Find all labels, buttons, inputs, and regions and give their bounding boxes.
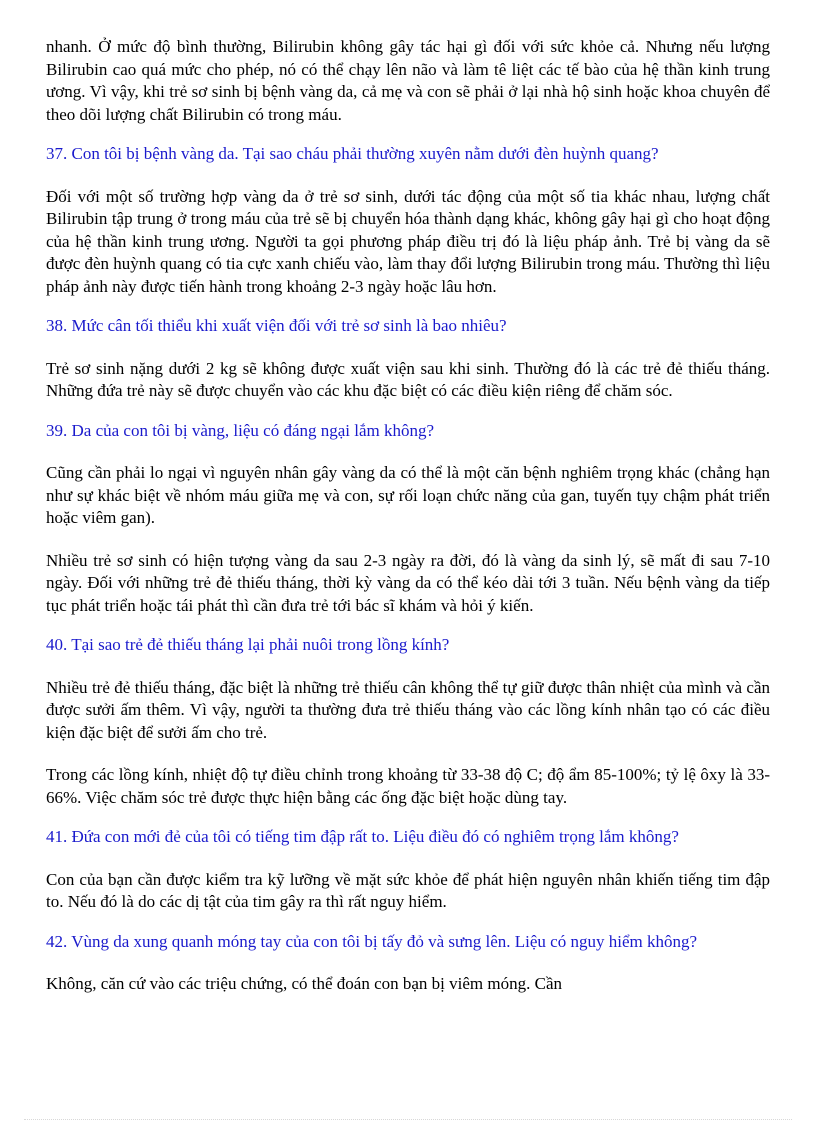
answer-39-paragraph-2: Nhiều trẻ sơ sinh có hiện tượng vàng da sau 2-3 ngày ra đời, đó là vàng da sinh lý, sẽ mất đi sau 7-10 ngày. Đối với những trẻ đẻ thiếu tháng, thời kỳ vàng da có thể kéo dài tới 3 tuần. Nếu bệnh vàng da tiếp tục phát triển hoặc tái phát thì cần đưa trẻ tới bác sĩ khám và hỏi ý kiến. [46,550,770,615]
question-39-heading: 39. Da của con tôi bị vàng, liệu có đáng ngại lắm không? [46,420,435,440]
question-41-heading: 41. Đứa con mới đẻ của tôi có tiếng tim đập rất to. Liệu điều đó có nghiêm trọng lắm không? [46,827,679,846]
answer-39-paragraph-1: Cũng cần phải lo ngại vì nguyên nhân gây vàng da có thể là một căn bệnh nghiêm trọng khác (chẳng hạn như sự khác biệt về nhóm máu giữa mẹ và con, sự rối loạn chức năng của gan, tuyến tụy chậm phát triển hoặc viêm gan). [46,463,770,527]
answer-40-paragraph-1: Nhiều trẻ đẻ thiếu tháng, đặc biệt là những trẻ thiếu cân không thể tự giữ được thân nhiệt của mình và cần được sưởi ấm thêm. Vì vậy, người ta thường đưa trẻ thiếu tháng vào các lồng kính nhân tạo có các điều kiện đặc biệt để sưởi ấm cho trẻ. [46,677,770,742]
answer-40-paragraph-2: Trong các lồng kính, nhiệt độ tự điều chỉnh trong khoảng từ 33-38 độ C; độ ẩm 85-100%; tỷ lệ ôxy là 33-66%. Việc chăm sóc trẻ được thực hiện bằng các ống đặc biệt hoặc dùng tay. [46,765,770,807]
answer-41-paragraph: Con của bạn cần được kiểm tra kỹ lưỡng về mặt sức khỏe để phát hiện nguyên nhân khiến tiếng tim đập to. Nếu đó là do các dị tật của tim gây ra thì rất nguy hiểm. [46,869,770,911]
answer-42-paragraph: Không, căn cứ vào các triệu chứng, có thể đoán con bạn bị viêm móng. Cần [46,974,562,993]
question-38-heading: 38. Mức cân tối thiểu khi xuất viện đối với trẻ sơ sinh là bao nhiêu? [46,316,507,335]
answer-37-paragraph: Đối với một số trường hợp vàng da ở trẻ sơ sinh, dưới tác động của một số tia khác nhau, lượng chất Bilirubin tập trung ở trong máu của trẻ sẽ bị chuyển hóa thành dạng khác, không gây hại gì cho hoạt động của hệ thần kinh trung ương. Người ta gọi phương pháp điều trị đó là liệu pháp ảnh. Trẻ bị vàng da sẽ được đèn huỳnh quang có tia cực xanh chiếu vào, làm thay đổi lượng Bilirubin trong máu. Thường thì liệu pháp ảnh này được tiến hành trong khoảng 2-3 ngày hoặc lâu hơn. [46,186,771,296]
question-42-heading: 42. Vùng da xung quanh móng tay của con tôi bị tấy đỏ và sưng lên. Liệu có nguy hiểm không? [46,931,698,951]
answer-paragraph: nhanh. Ở mức độ bình thường, Bilirubin không gây tác hại gì đối với sức khỏe cả. Nhưng nếu lượng Bilirubin cao quá mức cho phép, nó có thể chạy lên não và làm tê liệt các tế bào của hệ thần kinh trung ương. Vì vậy, khi trẻ sơ sinh bị bệnh vàng da, cả mẹ và con sẽ phải ở lại nhà hộ sinh hoặc khoa chuyên để theo dõi lượng chất Bilirubin có trong máu. [46,37,770,124]
question-40-heading: 40. Tại sao trẻ đẻ thiếu tháng lại phải nuôi trong lồng kính? [46,635,450,654]
answer-38-paragraph: Trẻ sơ sinh nặng dưới 2 kg sẽ không được xuất viện sau khi sinh. Thường đó là các trẻ đẻ thiếu tháng. Những đứa trẻ này sẽ được chuyển vào các khu đặc biệt có các điều kiện riêng để chăm sóc. [46,358,770,400]
question-37-heading: 37. Con tôi bị bệnh vàng da. Tại sao cháu phải thường xuyên nằm dưới đèn huỳnh quang? [46,144,659,163]
page-bottom-rule [24,1119,792,1120]
document-page [46,36,770,996]
